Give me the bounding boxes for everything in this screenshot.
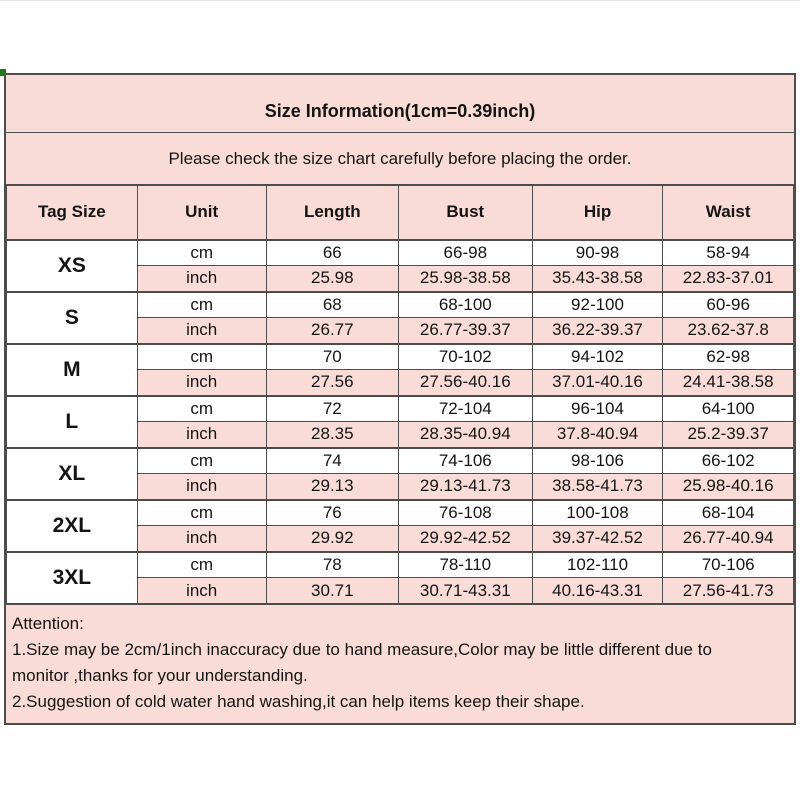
inch-value-cell: 25.98 [266, 266, 398, 292]
inch-value-cell: 26.77-39.37 [398, 318, 532, 344]
tag-size-cell-xs: XS [7, 240, 138, 292]
cm-value-cell: 70 [266, 344, 398, 370]
inch-value-cell: 30.71 [266, 578, 398, 604]
inch-value-cell: 28.35 [266, 422, 398, 448]
size-table-body [7, 240, 794, 604]
size-row-cm-s [7, 292, 794, 318]
inch-value-cell: 25.2-39.37 [663, 422, 794, 448]
inch-value-cell: 27.56-41.73 [663, 578, 794, 604]
tag-size-cell-2xl: 2XL [7, 500, 138, 552]
inch-value-cell: 27.56-40.16 [398, 370, 532, 396]
size-row-cm-l [7, 396, 794, 422]
size-table [6, 185, 794, 604]
cm-value-cell: 74 [266, 448, 398, 474]
cm-value-cell: 64-100 [663, 396, 794, 422]
unit-inch-cell: inch [137, 370, 266, 396]
size-row-cm-xl [7, 448, 794, 474]
inch-value-cell: 30.71-43.31 [398, 578, 532, 604]
size-table-header-row [7, 186, 794, 240]
tag-size-cell-xl: XL [7, 448, 138, 500]
size-row-cm-3xl [7, 552, 794, 578]
cm-value-cell: 76 [266, 500, 398, 526]
green-corner-mark [0, 69, 6, 76]
cm-value-cell: 72 [266, 396, 398, 422]
inch-value-cell: 29.92 [266, 526, 398, 552]
cm-value-cell: 70-102 [398, 344, 532, 370]
cm-value-cell: 68 [266, 292, 398, 318]
cm-value-cell: 70-106 [663, 552, 794, 578]
inch-value-cell: 26.77-40.94 [663, 526, 794, 552]
inch-value-cell: 22.83-37.01 [663, 266, 794, 292]
col-header-hip: Hip [532, 186, 663, 240]
unit-cm-cell: cm [137, 448, 266, 474]
inch-value-cell: 25.98-40.16 [663, 474, 794, 500]
cm-value-cell: 72-104 [398, 396, 532, 422]
unit-inch-cell: inch [137, 422, 266, 448]
tag-size-cell-s: S [7, 292, 138, 344]
unit-cm-cell: cm [137, 344, 266, 370]
unit-inch-cell: inch [137, 526, 266, 552]
col-header-waist: Waist [663, 186, 794, 240]
inch-value-cell: 36.22-39.37 [532, 318, 663, 344]
cm-value-cell: 94-102 [532, 344, 663, 370]
inch-value-cell: 23.62-37.8 [663, 318, 794, 344]
unit-cm-cell: cm [137, 240, 266, 266]
cm-value-cell: 100-108 [532, 500, 663, 526]
inch-value-cell: 40.16-43.31 [532, 578, 663, 604]
cm-value-cell: 96-104 [532, 396, 663, 422]
inch-value-cell: 37.8-40.94 [532, 422, 663, 448]
cm-value-cell: 58-94 [663, 240, 794, 266]
unit-cm-cell: cm [137, 396, 266, 422]
cm-value-cell: 68-104 [663, 500, 794, 526]
attention-note-1: 1.Size may be 2cm/1inch inaccuracy due to hand measure,Color may be little different due to [12, 640, 712, 659]
inch-value-cell: 37.01-40.16 [532, 370, 663, 396]
unit-inch-cell: inch [137, 578, 266, 604]
unit-inch-cell: inch [137, 474, 266, 500]
cm-value-cell: 62-98 [663, 344, 794, 370]
inch-value-cell: 35.43-38.58 [532, 266, 663, 292]
unit-cm-cell: cm [137, 552, 266, 578]
cm-value-cell: 92-100 [532, 292, 663, 318]
cm-value-cell: 76-108 [398, 500, 532, 526]
cm-value-cell: 74-106 [398, 448, 532, 474]
unit-cm-cell: cm [137, 292, 266, 318]
tag-size-cell-l: L [7, 396, 138, 448]
cm-value-cell: 60-96 [663, 292, 794, 318]
size-row-cm-m [7, 344, 794, 370]
attention-heading: Attention: [12, 614, 84, 633]
inch-value-cell: 39.37-42.52 [532, 526, 663, 552]
image-top-edge-line [0, 0, 800, 1]
unit-inch-cell: inch [137, 266, 266, 292]
cm-value-cell: 90-98 [532, 240, 663, 266]
cm-value-cell: 68-100 [398, 292, 532, 318]
inch-value-cell: 29.13-41.73 [398, 474, 532, 500]
col-header-length: Length [266, 186, 398, 240]
attention-note-1-cont: monitor ,thanks for your understanding. [12, 666, 308, 685]
cm-value-cell: 66 [266, 240, 398, 266]
cm-value-cell: 98-106 [532, 448, 663, 474]
inch-value-cell: 29.92-42.52 [398, 526, 532, 552]
size-row-cm-2xl [7, 500, 794, 526]
inch-value-cell: 38.58-41.73 [532, 474, 663, 500]
attention-note-2: 2.Suggestion of cold water hand washing,it can help items keep their shape. [12, 692, 585, 711]
attention-section [6, 604, 794, 723]
cm-value-cell: 102-110 [532, 552, 663, 578]
tag-size-cell-m: M [7, 344, 138, 396]
inch-value-cell: 26.77 [266, 318, 398, 344]
col-header-unit: Unit [137, 186, 266, 240]
cm-value-cell: 78 [266, 552, 398, 578]
unit-cm-cell: cm [137, 500, 266, 526]
col-header-tag-size: Tag Size [7, 186, 138, 240]
size-chart-sheet [4, 73, 796, 725]
inch-value-cell: 25.98-38.58 [398, 266, 532, 292]
cm-value-cell: 66-98 [398, 240, 532, 266]
inch-value-cell: 27.56 [266, 370, 398, 396]
inch-value-cell: 24.41-38.58 [663, 370, 794, 396]
cm-value-cell: 66-102 [663, 448, 794, 474]
size-row-cm-xs [7, 240, 794, 266]
sheet-title: Size Information(1cm=0.39inch) [6, 75, 794, 133]
tag-size-cell-3xl: 3XL [7, 552, 138, 604]
inch-value-cell: 29.13 [266, 474, 398, 500]
inch-value-cell: 28.35-40.94 [398, 422, 532, 448]
unit-inch-cell: inch [137, 318, 266, 344]
cm-value-cell: 78-110 [398, 552, 532, 578]
sheet-subtitle: Please check the size chart carefully before placing the order. [6, 133, 794, 185]
col-header-bust: Bust [398, 186, 532, 240]
